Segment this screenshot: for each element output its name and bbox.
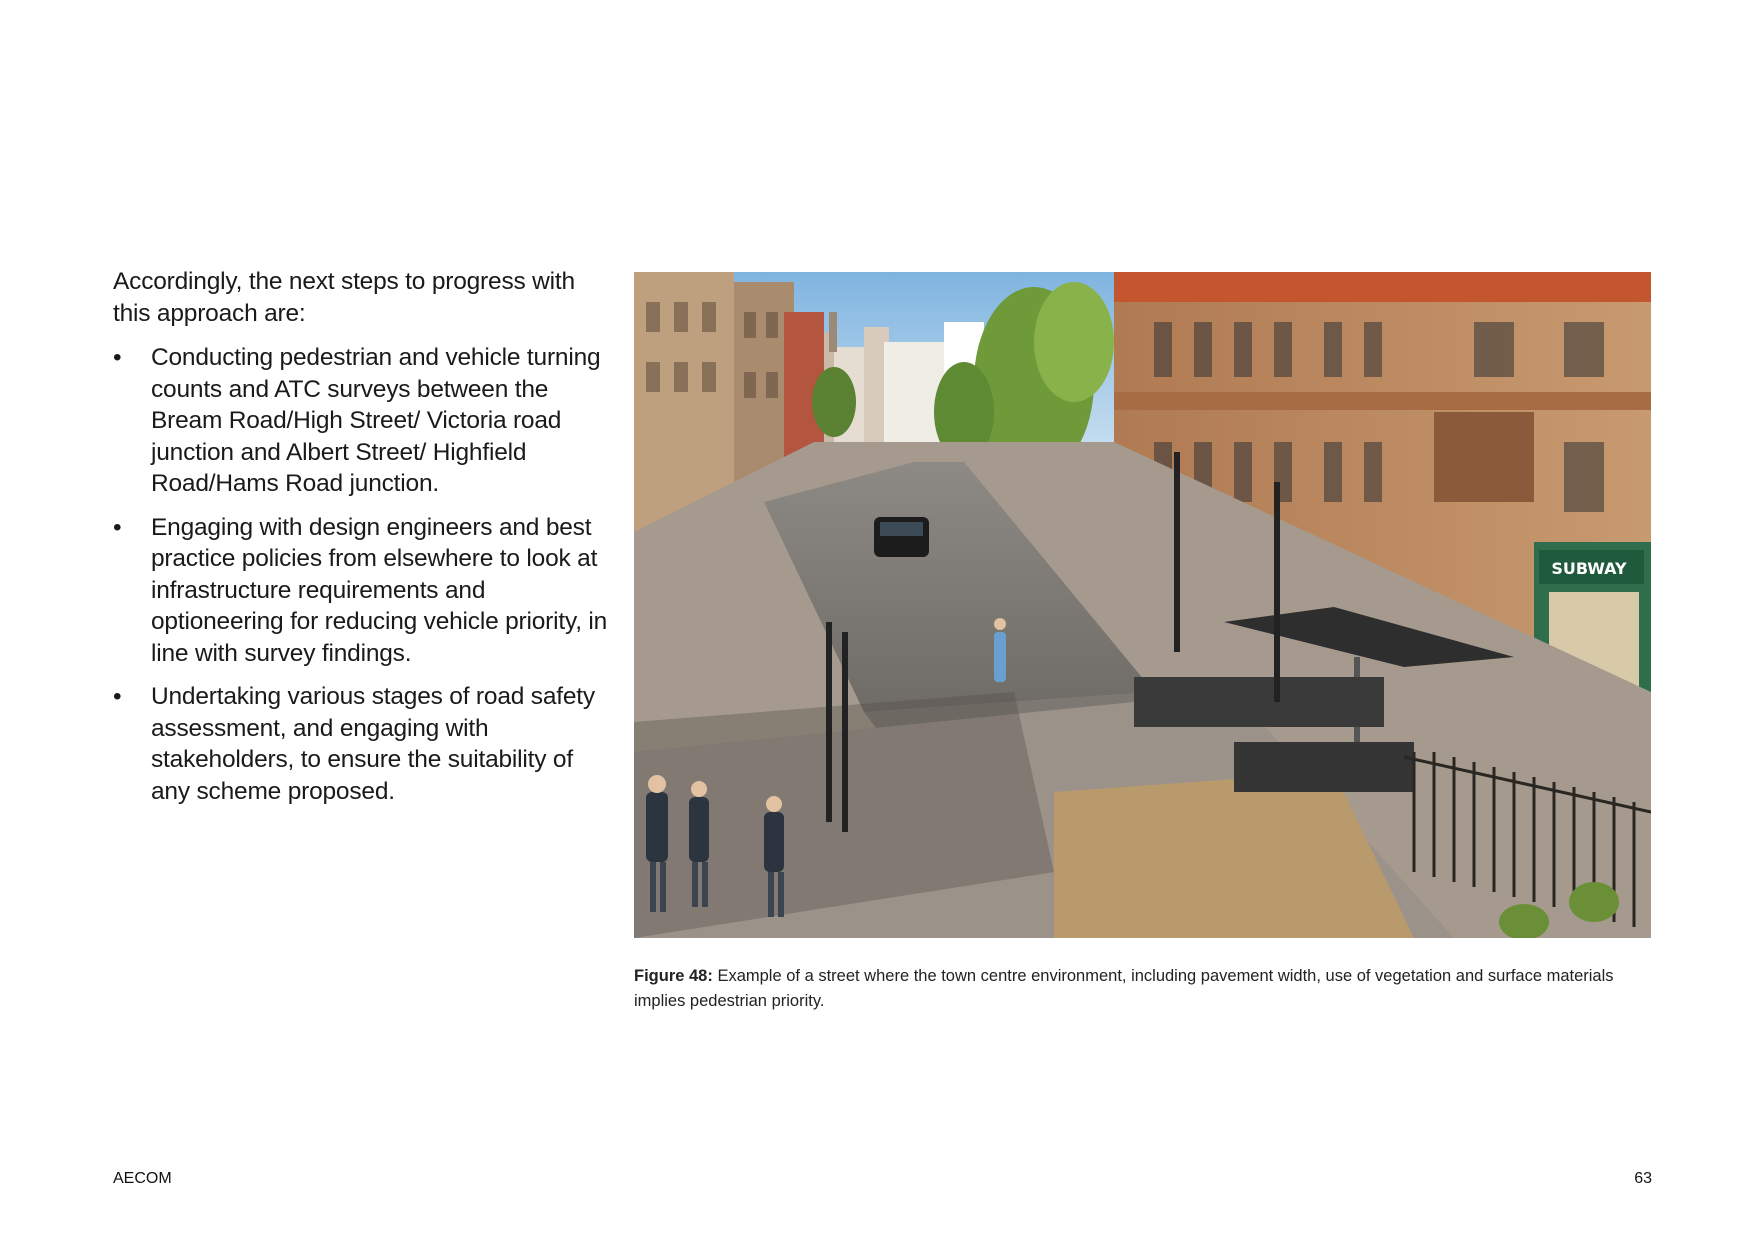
next-steps-list bbox=[113, 342, 618, 807]
step-text: Conducting pedestrian and vehicle turning counts and ATC surveys between the Bream Road/High Street/ Victoria road junction and Albert Street/ Highfield Road/Hams Road junction. bbox=[151, 344, 601, 497]
intro-paragraph: Accordingly, the next steps to progress with this approach are: bbox=[113, 268, 575, 327]
caption-text: Example of a street where the town centre environment, including pavement width, use of vegetation and surface materials implies pedestrian priority. bbox=[634, 967, 1614, 1010]
bullet-icon: • bbox=[113, 683, 122, 710]
step-text: Engaging with design engineers and best practice policies from elsewhere to look at infrastructure requirements and optioneering for reducing vehicle priority, in line with survey findings. bbox=[151, 513, 608, 667]
footer-company: AECOM bbox=[113, 1170, 172, 1187]
body-text bbox=[113, 266, 618, 819]
figure-caption bbox=[634, 964, 1651, 1014]
bullet-icon: • bbox=[113, 513, 122, 541]
step-text: Undertaking various stages of road safety assessment, and engaging with stakeholders, to ensure the suitability of any scheme proposed. bbox=[151, 683, 595, 805]
page-number: 63 bbox=[1634, 1170, 1652, 1187]
street-scene-illustration bbox=[634, 272, 1651, 938]
list-item bbox=[113, 512, 618, 670]
shop-sign: SUBWAY bbox=[1551, 559, 1627, 578]
bullet-icon: • bbox=[113, 344, 122, 371]
figure-label: Figure 48: bbox=[634, 967, 713, 985]
list-item bbox=[113, 681, 618, 807]
list-item bbox=[113, 342, 618, 500]
street-photo bbox=[634, 272, 1651, 938]
